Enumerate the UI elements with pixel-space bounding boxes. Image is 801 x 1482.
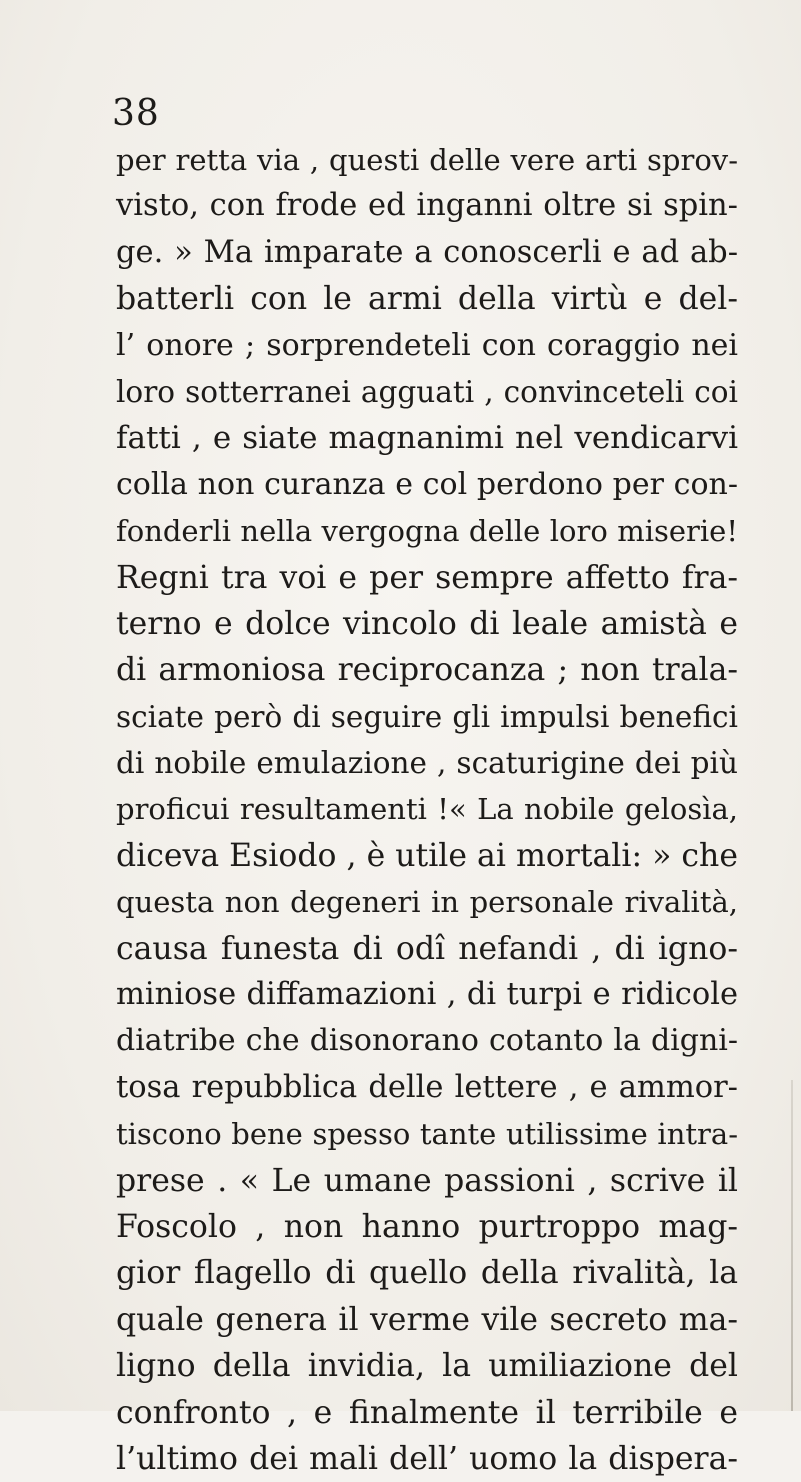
- text-line-24: Foscolo , non hanno purtroppo mag-: [116, 1208, 738, 1245]
- text-line-17: questa non degeneri in personale rivalità,: [116, 885, 738, 920]
- text-line-20: diatribe che disonorano cotanto la digni-: [116, 1023, 738, 1059]
- text-line-16: diceva Esiodo , è utile ai mortali: » che: [116, 837, 738, 874]
- text-line-8: colla non curanza e col perdono per con-: [116, 466, 738, 502]
- text-line-5: l’ onore ; sorprendeteli con coraggio nei: [116, 327, 738, 363]
- text-line-26: quale genera il verme vile secreto ma-: [116, 1301, 738, 1338]
- text-line-4: batterli con le armi della virtù e del-: [116, 281, 738, 318]
- text-line-10: Regni tra voi e per sempre affetto fra-: [116, 559, 738, 596]
- text-line-3: ge. » Ma imparate a conoscerli e ad ab-: [116, 234, 738, 270]
- text-line-15: proficui resultamenti !« La nobile gelosìa,: [116, 792, 738, 827]
- text-line-9: fonderli nella vergogna delle loro miserie!: [116, 514, 738, 549]
- text-line-28: confronto , e finalmente il terribile e: [116, 1394, 738, 1431]
- text-line-23: prese . « Le umane passioni , scrive il: [116, 1162, 738, 1199]
- text-line-25: gior flagello di quello della rivalità, la: [116, 1255, 738, 1292]
- text-line-12: di armoniosa reciprocanza ; non trala-: [116, 652, 738, 689]
- text-line-18: causa funesta di odî nefandi , di igno-: [116, 930, 738, 967]
- text-line-6: loro sotterranei agguati , convinceteli coi: [116, 374, 738, 409]
- text-line-14: di nobile emulazione , scaturigine dei più: [116, 746, 738, 781]
- text-line-27: ligno della invidia, la umiliazione del: [116, 1348, 738, 1385]
- text-line-22: tiscono bene spesso tante utilissime intra-: [116, 1117, 738, 1152]
- text-line-11: terno e dolce vincolo di leale amistà e: [116, 605, 738, 642]
- text-line-21: tosa repubblica delle lettere , e ammor-: [116, 1069, 738, 1105]
- text-line-7: fatti , e siate magnanimi nel vendicarvi: [116, 420, 738, 457]
- page-number: 38: [112, 93, 160, 134]
- page-edge-shadow: [791, 1080, 793, 1411]
- text-line-19: miniose diffamazioni , di turpi e ridicole: [116, 977, 738, 1013]
- text-line-13: sciate però di seguire gli impulsi benefici: [116, 699, 738, 734]
- text-line-1: per retta via , questi delle vere arti sprov-: [116, 143, 738, 177]
- body-text: [116, 137, 738, 1482]
- text-line-29: l’ultimo dei mali dell’ uomo la dispera-: [116, 1440, 738, 1477]
- text-line-2: visto, con frode ed inganni oltre si spin-: [116, 188, 738, 224]
